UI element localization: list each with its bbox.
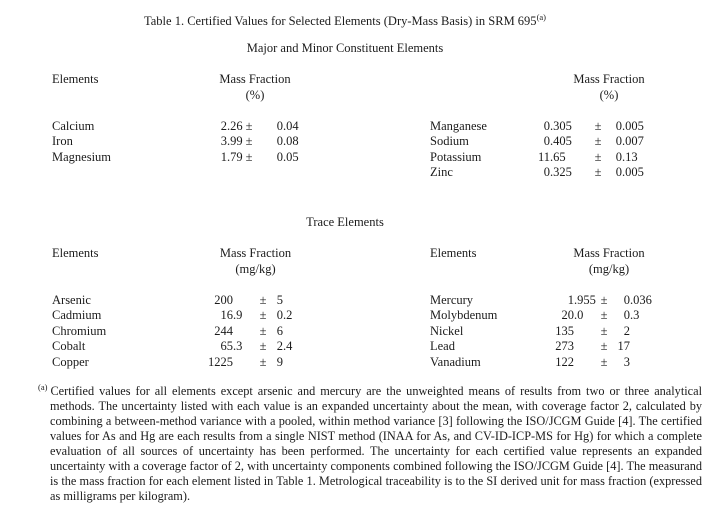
table-row xyxy=(430,355,660,370)
value-int: 1225 xyxy=(208,354,233,369)
unit-label: (mg/kg) xyxy=(235,262,276,276)
table-row xyxy=(430,308,660,323)
element-name: Manganese xyxy=(430,119,487,133)
table-row xyxy=(430,119,660,134)
uncertainty-frac: .005 xyxy=(622,165,644,180)
element-name: Sodium xyxy=(430,134,469,149)
value-frac: .3 xyxy=(233,339,243,354)
value-frac: .305 xyxy=(550,119,572,133)
plus-minus-sign: ± xyxy=(594,149,602,164)
plus-minus-sign: ± xyxy=(259,339,267,354)
value-int: 200 xyxy=(214,293,233,307)
value-frac: .65 xyxy=(550,149,566,164)
table-row xyxy=(52,134,305,149)
plus-minus-sign: ± xyxy=(600,308,608,323)
table-row xyxy=(52,293,313,308)
footnote xyxy=(38,381,702,504)
value-int: 2 xyxy=(220,119,227,133)
table-row xyxy=(52,339,313,354)
uncertainty-frac: .2 xyxy=(283,308,293,323)
uncertainty-frac: .005 xyxy=(622,119,644,133)
mass-fraction-label: Mass Fraction xyxy=(573,72,645,86)
uncertainty-int: 0 xyxy=(276,134,283,149)
mass-fraction-column-header xyxy=(558,71,660,103)
title-footnote-marker: (a) xyxy=(536,11,546,22)
plus-minus-sign: ± xyxy=(594,119,602,133)
uncertainty-int: 17 xyxy=(617,339,630,354)
footnote-marker: (a) xyxy=(38,381,48,392)
uncertainty-int: 0 xyxy=(276,149,283,164)
mass-fraction-label: Mass Fraction xyxy=(219,72,291,86)
element-name: Calcium xyxy=(52,119,95,133)
plus-minus-sign: ± xyxy=(594,134,602,149)
plus-minus-sign: ± xyxy=(594,165,602,180)
unit-label: (%) xyxy=(245,88,265,102)
uncertainty-int: 9 xyxy=(276,354,283,369)
table-row xyxy=(52,355,313,370)
uncertainty-frac: .3 xyxy=(630,308,640,323)
uncertainty-int: 0 xyxy=(623,308,630,323)
element-name: Vanadium xyxy=(430,354,481,369)
element-name: Magnesium xyxy=(52,149,112,164)
uncertainty-int: 0 xyxy=(615,119,622,133)
element-name: Chromium xyxy=(52,323,107,338)
uncertainty-frac: .007 xyxy=(622,134,644,149)
plus-minus-sign: ± xyxy=(259,293,267,307)
table-row xyxy=(52,324,313,339)
element-name: Lead xyxy=(430,339,455,354)
value-frac: .325 xyxy=(550,165,572,180)
element-name: Zinc xyxy=(430,165,453,180)
table-row xyxy=(430,293,660,308)
plus-minus-sign: ± xyxy=(259,323,267,338)
value-frac: .0 xyxy=(574,308,584,323)
plus-minus-sign: ± xyxy=(600,293,608,307)
uncertainty-int: 2 xyxy=(623,323,630,338)
value-frac: .9 xyxy=(233,308,243,323)
uncertainty-int: 0 xyxy=(276,308,283,323)
plus-minus-sign: ± xyxy=(245,119,253,133)
mass-fraction-column-header xyxy=(205,71,305,103)
table-rows xyxy=(52,119,305,165)
plus-minus-sign: ± xyxy=(245,149,253,164)
unit-label: (mg/kg) xyxy=(588,262,630,276)
value-frac: .99 xyxy=(227,134,243,149)
table-rows xyxy=(52,293,313,370)
plus-minus-sign: ± xyxy=(259,354,267,369)
footnote-text: Certified values for all elements except arsenic and mercury are the unweighted means of results from two or three analytical methods. The uncertainty listed with each value is an expanded uncertainty about the mean, with coverage factor 2, calculated by combining a between-method variance with a pooled, within method variance [3] following the ISO/JCGM Guide [4]. The certified values for As and Hg are each results from a single NIST method (INAA for As, and CV-ID-ICP-MS for Hg) for which a complete evaluation of all sources of uncertainty has been performed. The uncertainty for each certified value represents an expanded uncertainty with a coverage factor of 2, with uncertainty components combined following the ISO/JCGM Guide [4]. The measurand is the mass fraction for each element listed in Table 1. Metrological traceability is to the SI derived unit for mass fraction (expressed as milligrams per kilogram). xyxy=(50,384,702,503)
table-title xyxy=(0,13,690,29)
elements-column-header: Elements xyxy=(52,246,99,260)
element-name: Potassium xyxy=(430,149,482,164)
table-row xyxy=(430,165,660,180)
value-int: 0 xyxy=(543,134,550,149)
uncertainty-frac: .036 xyxy=(630,293,652,307)
trace-left-table xyxy=(52,245,313,370)
table-header-row xyxy=(430,245,660,277)
elements-column-header: Elements xyxy=(52,72,99,86)
uncertainty-int: 3 xyxy=(623,354,630,369)
table-row xyxy=(430,150,660,165)
table-row xyxy=(52,308,313,323)
plus-minus-sign: ± xyxy=(600,354,608,369)
uncertainty-frac: .04 xyxy=(283,119,299,133)
table-row xyxy=(52,150,305,165)
value-int: 135 xyxy=(555,323,574,338)
plus-minus-sign: ± xyxy=(259,308,267,323)
element-name: Copper xyxy=(52,354,89,369)
uncertainty-int: 0 xyxy=(615,149,622,164)
element-name: Iron xyxy=(52,134,73,149)
uncertainty-int: 6 xyxy=(276,323,283,338)
element-name: Cadmium xyxy=(52,308,102,323)
uncertainty-frac: .08 xyxy=(283,134,299,149)
value-int: 11 xyxy=(537,149,550,164)
elements-column-header: Elements xyxy=(430,246,477,260)
table-rows xyxy=(430,293,660,370)
uncertainty-int: 5 xyxy=(276,293,283,307)
value-int: 244 xyxy=(214,323,233,338)
uncertainty-int: 2 xyxy=(276,339,283,354)
table-header-row xyxy=(430,71,660,103)
value-int: 65 xyxy=(220,339,233,354)
mass-fraction-label: Mass Fraction xyxy=(219,246,292,260)
trace-right-table xyxy=(430,245,660,370)
value-int: 1 xyxy=(220,149,227,164)
section-heading-trace: Trace Elements xyxy=(306,215,384,229)
plus-minus-sign: ± xyxy=(600,339,608,354)
value-int: 1 xyxy=(567,293,574,307)
value-int: 0 xyxy=(543,119,550,133)
mass-fraction-column-header xyxy=(558,245,660,277)
value-int: 3 xyxy=(220,134,227,149)
uncertainty-frac: .4 xyxy=(283,339,293,354)
element-name: Molybdenum xyxy=(430,308,498,323)
major-minor-left-table xyxy=(52,71,305,165)
value-int: 273 xyxy=(555,339,574,354)
uncertainty-frac: .05 xyxy=(283,149,299,164)
value-frac: .405 xyxy=(550,134,572,149)
unit-label: (%) xyxy=(599,88,619,102)
table-rows xyxy=(430,119,660,181)
table-row xyxy=(430,134,660,149)
element-name: Arsenic xyxy=(52,293,91,307)
plus-minus-sign: ± xyxy=(245,134,253,149)
table-header-row xyxy=(52,71,305,103)
uncertainty-int: 0 xyxy=(623,293,630,307)
uncertainty-int: 0 xyxy=(276,119,283,133)
table-header-row xyxy=(52,245,313,277)
mass-fraction-column-header xyxy=(198,245,313,277)
value-int: 0 xyxy=(543,165,550,180)
element-name: Nickel xyxy=(430,323,464,338)
uncertainty-int: 0 xyxy=(615,134,622,149)
uncertainty-int: 0 xyxy=(615,165,622,180)
uncertainty-frac: .13 xyxy=(622,149,638,164)
value-frac: .26 xyxy=(227,119,243,133)
table-row xyxy=(52,119,305,134)
value-int: 20 xyxy=(561,308,574,323)
element-name: Cobalt xyxy=(52,339,86,354)
section-heading-major-minor: Major and Minor Constituent Elements xyxy=(246,41,444,55)
mass-fraction-label: Mass Fraction xyxy=(573,246,645,260)
table-title-text: Table 1. Certified Values for Selected Elements (Dry-Mass Basis) in SRM 695 xyxy=(143,14,537,28)
table-row xyxy=(430,324,660,339)
value-int: 16 xyxy=(220,308,233,323)
value-frac: .79 xyxy=(227,149,243,164)
value-int: 122 xyxy=(555,354,574,369)
plus-minus-sign: ± xyxy=(600,323,608,338)
element-name: Mercury xyxy=(430,293,474,307)
major-minor-right-table xyxy=(430,71,660,181)
table-row xyxy=(430,339,660,354)
value-frac: .955 xyxy=(574,293,596,307)
